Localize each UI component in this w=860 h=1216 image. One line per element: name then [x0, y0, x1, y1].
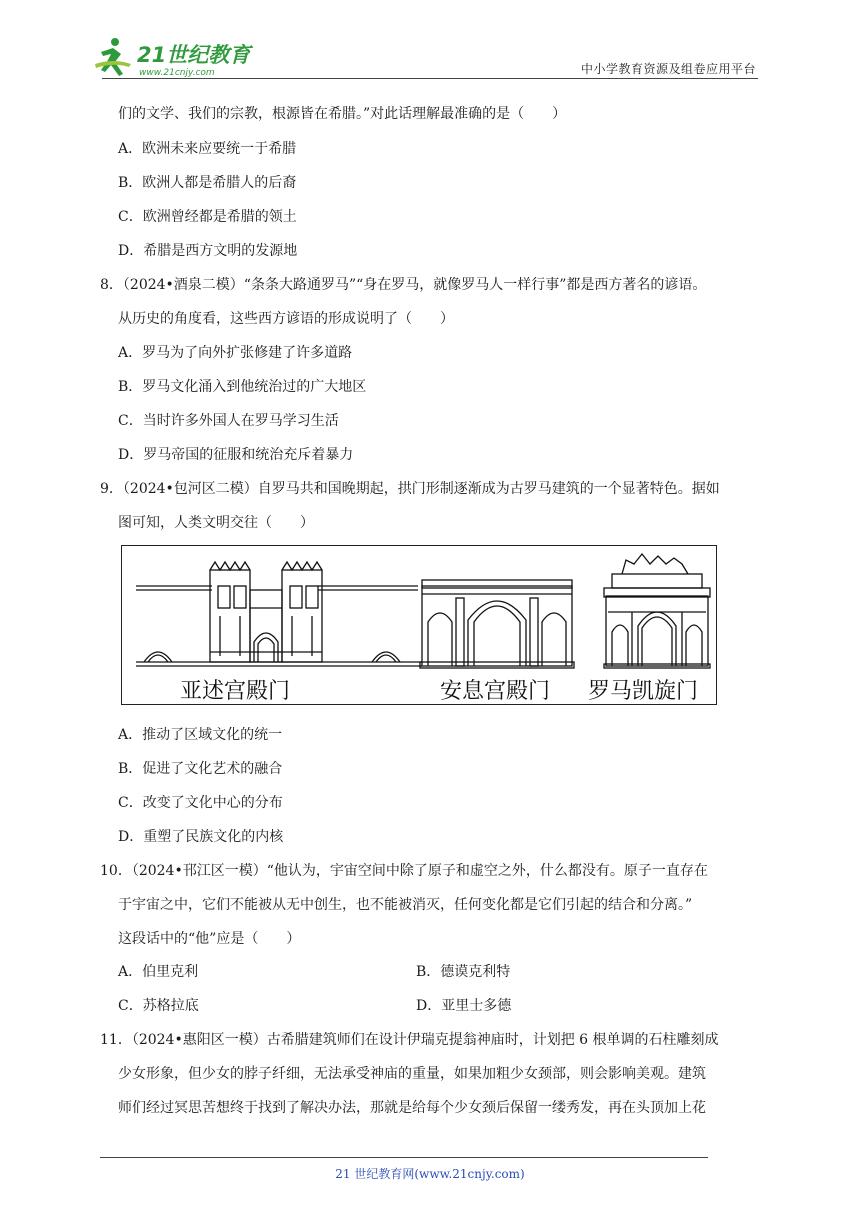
q8-option-c: C．当时许多外国人在罗马学习生活 — [118, 413, 339, 429]
assyrian-gate-drawing — [136, 562, 422, 666]
parthian-gate-drawing — [420, 580, 574, 668]
logo-url-text: www.21cnjy.com — [139, 68, 215, 78]
footer-text[interactable]: 21 世纪教育网(www.21cnjy.com) — [335, 1167, 525, 1181]
q9-stem-line1: 9．（2024•包河区二模）自罗马共和国晚期起，拱门形制逐渐成为古罗马建筑的一个显著特色。据如 — [100, 481, 720, 497]
footer-divider — [100, 1157, 708, 1158]
header-divider — [102, 78, 758, 79]
q11-stem-line2: 少女形象，但少女的脖子纤细，无法承受神庙的重量，如果加粗少女颈部，则会影响美观。建筑 — [118, 1066, 706, 1082]
roman-arch-drawing — [604, 554, 710, 668]
q9-option-b: B．促进了文化艺术的融合 — [118, 761, 283, 777]
q9-option-a: A．推动了区域文化的统一 — [118, 727, 283, 743]
caption-parthian-gate: 安息宫殿门 — [440, 679, 551, 704]
q10-stem-line1: 10．（2024•邗江区一模）“他认为，宇宙空间中除了原子和虚空之外，什么都没有。原子一直存在 — [100, 863, 708, 879]
q9-stem-line2: 图可知，人类文明交往（ ） — [118, 515, 314, 531]
q7-option-c: C．欧洲曾经都是希腊的领土 — [118, 209, 297, 225]
q8-option-a: A．罗马为了向外扩张修建了许多道路 — [118, 345, 353, 361]
site-logo — [93, 34, 263, 80]
header-tagline: 中小学教育资源及组卷应用平台 — [580, 62, 756, 76]
q10-option-c: C．苏格拉底 — [118, 998, 199, 1014]
q7-option-d: D．希腊是西方文明的发源地 — [118, 243, 298, 259]
q10-option-a: A．伯里克利 — [118, 964, 199, 980]
q10-option-d: D．亚里士多德 — [416, 998, 512, 1014]
q10-option-b: B．德谟克利特 — [416, 964, 511, 980]
logo-main-text: 21世纪教育 — [137, 43, 251, 67]
q8-stem-line1: 8．（2024•酒泉二模）“条条大路通罗马”“身在罗马，就像罗马人一样行事”都是西方著名的谚语。 — [100, 277, 707, 293]
q11-stem-line1: 11．（2024•惠阳区一模）古希腊建筑师们在设计伊瑞克提翁神庙时，计划把 6 根单调的石柱雕刻成 — [100, 1032, 719, 1048]
q7-stem-continuation: 们的文学、我们的宗教，根源皆在希腊。”对此话理解最准确的是（ ） — [118, 106, 567, 122]
q8-stem-line2: 从历史的角度看，这些西方谚语的形成说明了（ ） — [118, 311, 454, 327]
page-header — [0, 0, 860, 90]
caption-roman-arch: 罗马凯旋门 — [588, 679, 699, 704]
q10-stem-line2: 于宇宙之中，它们不能被从无中创生，也不能被消灭，任何变化都是它们引起的结合和分离。” — [118, 897, 693, 913]
q8-option-b: B．罗马文化涌入到他统治过的广大地区 — [118, 379, 367, 395]
q9-option-c: C．改变了文化中心的分布 — [118, 795, 283, 811]
q7-option-a: A．欧洲未来应要统一于希腊 — [118, 141, 297, 157]
caption-assyrian-gate: 亚述宫殿门 — [180, 679, 291, 704]
q9-gates-figure — [121, 545, 717, 705]
q8-option-d: D．罗马帝国的征服和统治充斥着暴力 — [118, 447, 354, 463]
runner-icon — [95, 38, 131, 76]
q7-option-b: B．欧洲人都是希腊人的后裔 — [118, 175, 297, 191]
q11-stem-line3: 师们经过冥思苦想终于找到了解决办法，那就是给每个少女颈后保留一缕秀发，再在头顶加上花 — [118, 1100, 706, 1116]
q9-option-d: D．重塑了民族文化的内核 — [118, 829, 284, 845]
q10-stem-line3: 这段话中的“他”应是（ ） — [118, 931, 301, 947]
